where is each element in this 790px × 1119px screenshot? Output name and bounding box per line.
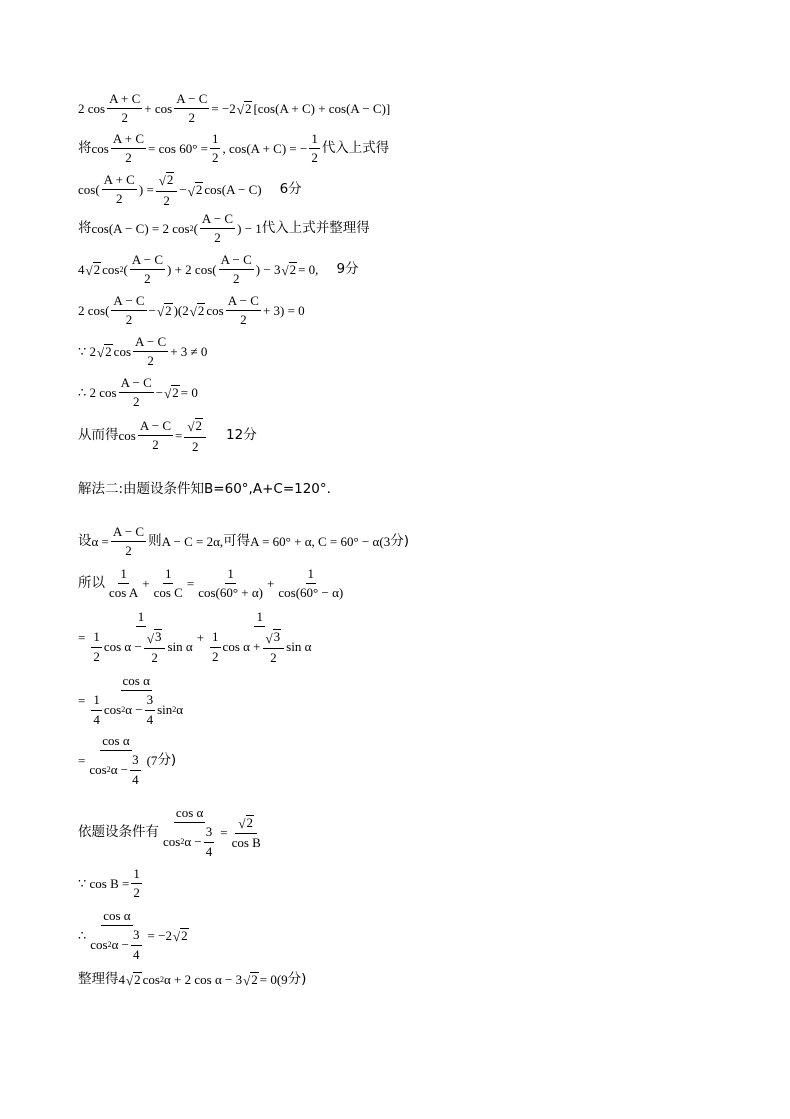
text: + cos [144,101,173,117]
sqrt: √ 2 [172,927,188,945]
equation-line-13 [78,610,315,665]
fraction: $\frac{1}{\text{cos A}}$ [109,566,139,601]
fraction: $\frac{A - C}{2}$ [176,91,208,126]
text: ∴ 2 cos [78,385,117,401]
fraction: cos α cos 2 α − $\frac{3}{4}$ [90,908,140,962]
text: + [142,576,150,592]
text: 4 [118,972,125,988]
equation-line-4: 将 cos(A − C) = 2 cos 2 ( $\frac{A - C}{2}$ ) − 1 代入上式并整理得 [78,211,370,246]
text: ∵ 2 [78,344,97,360]
fraction: $\frac{A - C}{2}$ [112,524,145,559]
fraction: $\frac{1}{2}$ [311,131,318,166]
fraction: $\frac{A - C}{2}$ [135,334,167,369]
text: − [148,303,156,319]
text: = −2 [211,101,236,117]
text: 则 [148,533,162,550]
text: ∴ [78,927,87,943]
fraction: $\frac{1}{2}$ [211,131,219,166]
text: A − C = 2α, [161,534,224,550]
text: )(2 [173,303,189,319]
equation-line-7 [78,335,207,369]
text: cos [142,972,160,988]
text: + [267,576,275,592]
text: , cos(A + C) = − [222,141,308,157]
text: cos [206,303,224,319]
fraction: $\frac{A - C}{2}$ [120,375,152,410]
text: cos(A − C) [204,182,262,198]
text: ( [193,221,198,237]
equation-line-1 [78,92,390,126]
text: 从而得 [78,427,119,444]
text: 分) [157,751,177,768]
equation-line-16 [78,806,265,859]
text: = cos 60° = [148,141,208,157]
text: cos [102,262,120,278]
sqrt: √ 2 [126,972,141,989]
fraction: $\frac{1}{\cos(60^\circ + \alpha)}$ [198,566,264,601]
fraction: $\frac{1}{\cos(60^\circ - \alpha)}$ [278,566,344,601]
fraction: $\frac{A - C}{2}$ [220,252,252,287]
text: = 0, [298,262,319,278]
text: = [78,692,86,708]
text: − [155,385,164,401]
equation-line-19: 整理得 4 √ 2 cos 2 α + 2 cos α − 3 √ 2 = 0(9 分) [78,970,307,989]
equation-line-11 [78,525,409,559]
text: = 0 [180,385,198,401]
equation-line-6 [78,294,305,328]
text: + 3 ≠ 0 [170,344,208,360]
text: = [175,428,183,444]
text: cos( [78,182,100,198]
text: 代入上式并整理得 [261,220,370,237]
text: 分) [390,533,409,550]
sqrt: √ 2 [187,182,203,199]
text: cos [91,141,109,157]
fraction: $\frac{A - C}{2}$ [131,252,164,287]
fraction: $\frac{A + C}{2}$ [112,131,145,166]
fraction: $\frac{A - C}{2}$ [201,211,234,246]
text: + 3) = 0 [262,303,305,319]
fraction: $\frac{A - C}{2}$ [113,293,145,328]
equation-line-8 [78,376,198,410]
equation-line-9 [78,418,257,454]
text: 设 [78,533,92,550]
text: α = [91,534,109,550]
fraction: $\frac{A + C}{2}$ [109,91,141,126]
text: = [186,576,195,592]
fraction: $\frac{1}{\text{cos C}}$ [153,566,183,601]
text: α + 2 cos α − 3 [163,972,243,988]
text: ) + 2 cos( [167,262,217,278]
text: = [78,752,86,768]
equation-line-12 [78,567,347,601]
text: 2 cos( [78,303,110,319]
text: 4 [78,262,85,278]
text: 分) [287,970,307,987]
fraction: cos α cos 2 α − $\frac{3}{4}$ [89,733,139,787]
text: = 0(9 [259,972,288,988]
method-two-heading [78,483,331,497]
text: = [78,630,86,646]
sqrt: √ 2 [97,344,112,361]
text: cos(A − C) = 2 cos [91,221,190,237]
text: + [196,630,205,646]
fraction: 1 $\frac{1}{2}$ cos α + √ 3 2 sin α [212,609,312,665]
text: 将 [78,140,92,157]
sqrt: √ 2 [158,172,174,189]
fraction: cos α $\frac{1}{4}$ cos 2 α − $\frac{3}{4}$ sin 2 α [93,673,184,727]
sqrt: √ 2 [281,262,297,279]
fraction: $\frac{A - C}{2}$ [227,293,259,328]
fraction: $\frac{A + C}{2}$ [103,172,135,207]
score-mark: 12分 [226,427,257,444]
sqrt: √ 2 [85,262,101,279]
text: A = 60° + α, C = 60° − α(3 [250,534,391,550]
equation-line-14 [78,674,187,727]
text: ) − 1 [237,221,262,237]
score-mark: 9分 [336,261,359,278]
score-mark: 6分 [279,181,302,198]
text: 可得 [223,533,251,550]
text: − [179,182,187,198]
fraction: $\frac{A - C}{2}$ [139,418,172,453]
sqrt: √ 2 [189,303,205,320]
text: (7 [146,752,158,768]
fraction: √ 2 2 [156,172,178,208]
text: 2 cos [78,101,106,117]
equation-line-15 [78,734,176,787]
text: 整理得 [78,970,119,987]
equation-line-5: 4 √ 2 cos 2 ( $\frac{A - C}{2}$ ) + 2 cos( $\frac{A - C}{2}$ ) − 3 √ 2 = 0, 9分 [78,252,359,287]
text: 解法二:由题设条件知B=60°,A+C=120°. [78,481,331,497]
text: ( [123,262,128,278]
equation-line-3 [78,172,302,208]
sqrt: √ 2 [156,303,172,320]
text: [cos(A + C) + cos(A − C)] [253,101,391,117]
text: 所以 [78,575,105,592]
equation-line-17 [78,867,144,901]
text: cos [113,344,132,360]
fraction: 1 $\frac{1}{2}$ cos α − √ 3 2 sin α [93,609,193,665]
sqrt: √ 2 [236,101,252,118]
text: 代入上式得 [321,140,390,157]
text: 依题设条件有 [78,823,159,840]
equation-line-18 [78,909,190,962]
fraction: √ 2 2 [184,418,206,454]
fraction: √ 2 cos B [231,814,261,851]
text: cos [118,428,136,444]
sqrt: √ 2 [243,972,258,989]
text: = [220,824,228,840]
text: ∵ cos B = [78,876,130,892]
text: ) − 3 [255,262,281,278]
text: = −2 [147,927,172,943]
fraction: $\frac{1}{2}$ [133,866,140,901]
sqrt: √ 2 [238,814,254,831]
sqrt: √ 2 [187,418,203,435]
fraction: cos α cos 2 α − $\frac{3}{4}$ [163,805,213,859]
text: ) = [138,182,154,198]
equation-line-2 [78,132,389,166]
text: 将 [78,220,92,237]
sqrt: √ 2 [164,385,179,402]
